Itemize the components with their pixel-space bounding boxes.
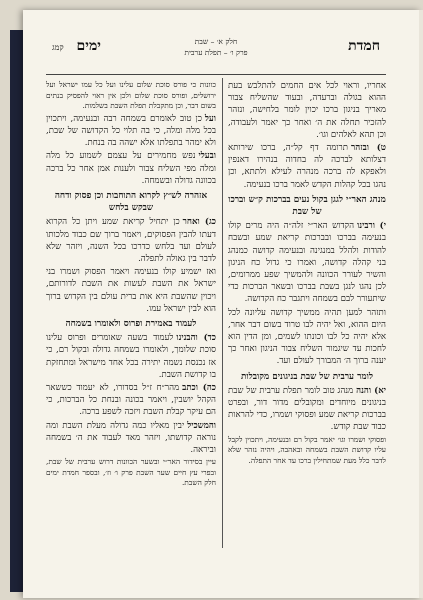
paragraph-label: ט) ובזהר xyxy=(351,143,386,154)
footnote-paragraph xyxy=(46,80,216,112)
paragraph-label: והמשכיל xyxy=(187,420,216,431)
section-heading: מנהג האר״י לגגן בקול נעים בברכות ק״ש וברכו של שבת xyxy=(228,194,386,218)
paragraph-text: כן טוב לאומרם בשמחה רבה ובנעימה, ויתכוין בכל מלה ומלה, כי בה תלוי כל הקדושה של שבת, ולא ימהר בתפלתו אלא ישהה בה בנחת. xyxy=(46,113,216,149)
section-heading: אזהרה לש״ץ לקרוא התוחבות וכן פסוק ודחה שבקש בלחש xyxy=(54,191,208,214)
text-paragraph xyxy=(46,382,216,419)
footnote-paragraph xyxy=(46,457,216,489)
paragraph-label: יא) והנה xyxy=(356,385,387,396)
paragraph-text: יבין מאליו כמה גדולה מעלת השבת ומה נוראה קדושתו, ויזהר מאד לעבוד את ה׳ בשמחה וביראה. xyxy=(46,420,216,456)
text-paragraph xyxy=(46,150,216,187)
header-center-line2: פרק ו׳ – תפלת ערבית xyxy=(184,48,248,57)
column-divider xyxy=(222,78,223,548)
header-left-title-text: ימים xyxy=(76,38,101,54)
header-right-title: חמדת xyxy=(348,38,380,54)
text-paragraph xyxy=(228,307,386,368)
text-paragraph xyxy=(228,220,386,305)
header-divider xyxy=(46,74,386,75)
paragraph-text: לעמוד בשעה שאומרים ופרוס עלינו סוכת שלומך, ולאומרו בשמחה גדולה ובקול רם, כי אז נכנסת נשמה יתירה בכל אחד מישראל ומתחזקת בו קדושת השבת. xyxy=(46,333,216,380)
text-paragraph xyxy=(46,420,216,457)
paragraph-text: מהר״ח ז״ל בסדורו, לא יעמוד כששאר הקהל יושבין, ויאמר בכונה ובנחת כל הברכות, כי הם עיקר קבלת השבת ויזכה לשפע ברכה. xyxy=(46,383,216,418)
paragraph-label: י) ורבינו xyxy=(357,221,386,232)
section-heading: לומר ערבית של שבת בניגונים מקובלות xyxy=(241,371,373,382)
text-paragraph xyxy=(228,385,386,434)
paragraph-text: נפש מחמירים על עצמם לשמוע כל מלה ומלה מפי השליח צבור ולענות אמן אחר כל ברכה בכוונה גדולה ובשמחה. xyxy=(46,151,216,186)
paragraph-text: עיין בסידור האר״י ובשער הכוונות דרוש ערבית של שבת, ובפרי עץ חיים שער השבת פרק ו׳ וז׳, ובספר חמדת ימים חלק השבת. xyxy=(46,457,216,488)
paragraph-text: ותזהר למען תהיה ממשיך קדושה עליונה לכל היום ההוא, ואל יהיה לבו טרוד בשום דבר אחר, אלא יהיה כל לבו וכונתו לשמים, ומן הדין הוא לחכות עד שיגמור השליח צבור הניגון ואחר כך יענה ברוך ה׳ המבורך לעולם ועד. xyxy=(228,307,386,367)
paragraph-text: מנהג טוב לומר תפלת ערבית של שבת בניגונים מיוחדים ומקובלים מדור דור, ובפרט בברכות קריאת שמע ופסוקי ושמרו, כדי להראות כבוד שבת קודש. xyxy=(228,385,386,433)
paragraph-label: ועל xyxy=(204,113,216,124)
left-text-column xyxy=(46,80,216,490)
page-edge xyxy=(419,10,423,598)
text-paragraph xyxy=(46,113,216,150)
page-number: קמג xyxy=(52,43,64,52)
paragraph-label: כד) והבנינו xyxy=(176,333,217,344)
section-heading: לעמוד באמירת ופרוס ולאומרו בשמחה xyxy=(65,319,197,330)
text-paragraph xyxy=(228,80,386,141)
paragraph-label: כה) וכתב xyxy=(182,383,217,394)
right-text-column xyxy=(228,80,386,467)
paragraph-text: ואז ישמיע קולו בנעימה ויאמר הפסוק ושמרו בני ישראל את השבת לעשות את השבת לדורותם, ויכוין שהשבת היא אות ברית עולם בין הקדוש ברוך הוא לבין ישראל עמו. xyxy=(46,267,216,314)
paragraph-label: כג) ואחר xyxy=(182,217,217,228)
text-paragraph xyxy=(46,216,216,265)
paragraph-text: אחריו, וראוי לכל אים החמים להתלבש בעת ההוא בגולה וברעדה, ובעוד שהשליח צבור מאריך בניגון ברכו יכוין לומר בלחישה, ונזהר להזכיר תחלה את ה׳ ואחר כך יאמר ולעבודה, וכן תהא לאלהים וגו׳. xyxy=(228,81,386,140)
paragraph-label: ובעלי xyxy=(198,151,216,162)
running-header xyxy=(46,34,386,74)
text-paragraph xyxy=(46,266,216,315)
text-paragraph xyxy=(46,332,216,381)
text-paragraph xyxy=(228,142,386,191)
paragraph-text: כן יתחיל קריאת שמע ויתן כל הקרוא דעתו להבין הפסוקים, ויאמר ברוך שם כבוד מלכותו לעולם ועד בלחש כדרכו בכל השנה, ויזהר שלא לדבר בין גאולה לתפלה. xyxy=(46,217,216,265)
header-center-line1: חלק א׳ – שבת xyxy=(194,37,238,46)
footnote-paragraph xyxy=(228,435,386,467)
paragraph-text: כוונות כי פורס סוכת שלום עלינו ועל כל עמו ישראל ועל ירושלים, ופורס סוכת שלום ולכן אין ראוי להפסיק בנתים בשום דבר, וכן מתקבלת תפלת השבת בשלמות. xyxy=(46,80,216,111)
paragraph-text: תרומה דף קל״ה, ברכו שירותא דצלותא לברכה לה בחדוה בנהירו דאנפין ולאפקא לה ברכה מנהרה לעילא ולתתא, וכן נהגו בכל קהלות הקדש לאמר ברכו בנעימה. xyxy=(228,143,386,190)
paragraph-text: ופסוקי ושמרו וגו׳ יאמר בקול רם ובנעימה, ויתכוין לקבל עליו קדושת השבת בשמחה ובאהבה, ויהיה נזהר שלא לדבר כלל מעת שמתחילין ברכו עד אחר התפלה. xyxy=(228,434,386,465)
header-left-title xyxy=(52,38,101,55)
paragraph-text: הקדוש האר״י זלה״ה היה מרים קולו בנעימה בברכו ובברכות קריאת שמע ובשבח להודות ולהלל במנגינה ובנעימה קדושה כמנהג בני קהלה קדושה, ואמרו כי גדול כח הניגון והשיר לעורר הכוונה ולהמשיך שפע ממרומים, לכן נהגו לנגן בשבת בברכו ובשאר הברכות כדי שיתעורר לבם בשמחה ויתגבר כח הקדושה. xyxy=(228,221,386,305)
book-spine xyxy=(10,30,23,592)
